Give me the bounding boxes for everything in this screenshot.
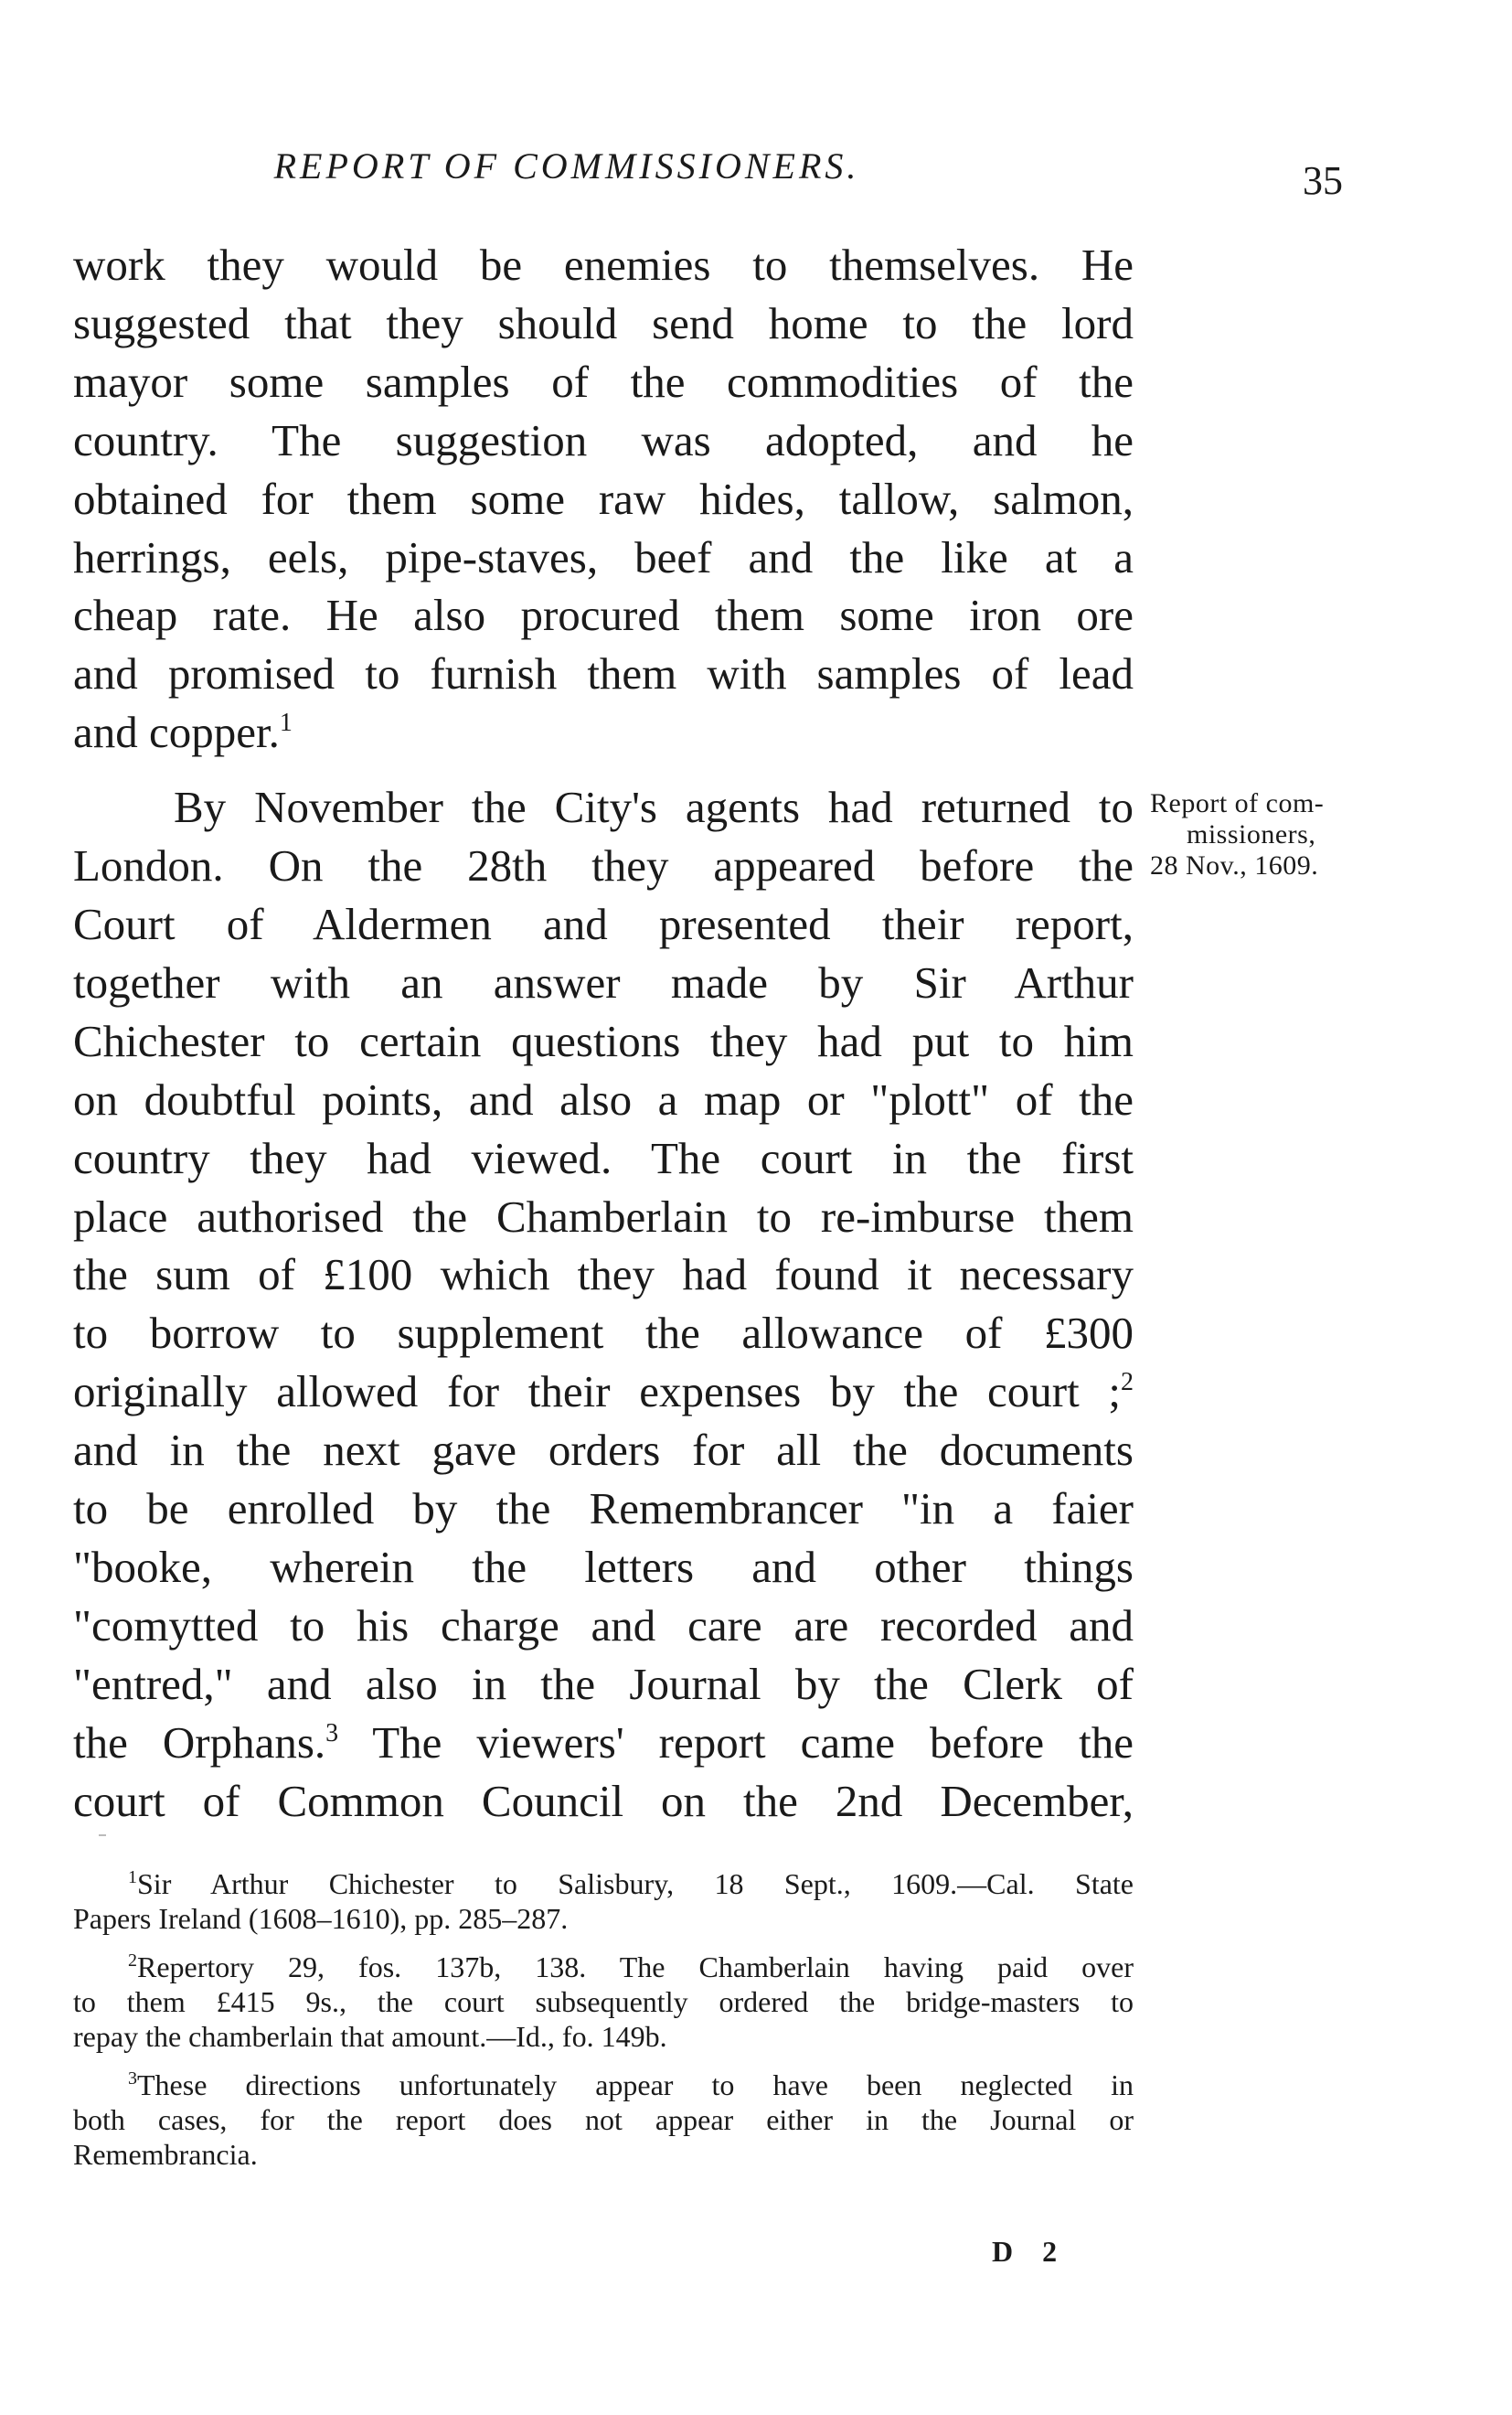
text-line: and in the next gave orders for all the documents <box>73 1425 1134 1476</box>
margin-note <box>1150 788 1379 882</box>
text-line: on doubtful points, and also a map or "plott" of the <box>73 1074 1134 1125</box>
text-line: country. The suggestion was adopted, and he <box>73 414 1134 465</box>
footnote-ref: 3 <box>325 1718 339 1747</box>
footnotes <box>73 1866 1134 2185</box>
footnote-line <box>73 1866 1134 1901</box>
text-line: court of Common Council on the 2nd December, <box>73 1775 1134 1826</box>
footnote-line <box>73 2068 1134 2102</box>
text-line: the sum of £100 which they had found it necessary <box>73 1249 1134 1300</box>
footnote-ref: 2 <box>1121 1368 1134 1397</box>
text-line: together with an answer made by Sir Arthur <box>73 956 1134 1008</box>
footnote-ref: 1 <box>279 709 293 738</box>
text-line: By November the City's agents had returned to <box>174 782 1134 833</box>
text-line: to borrow to supplement the allowance of £300 <box>73 1308 1134 1359</box>
footnote <box>73 1866 1134 1936</box>
text-fragment: The viewers' report came before the <box>338 1716 1134 1768</box>
text-fragment: and copper. <box>73 707 280 758</box>
text-fragment: the Orphans. <box>73 1716 326 1768</box>
text-line: work they would be enemies to themselves. He <box>73 240 1134 290</box>
text-line: and promised to furnish them with samples of lead <box>73 648 1134 700</box>
footnote-line <box>73 1950 1134 1984</box>
text-line: herrings, eels, pipe-staves, beef and the like at a <box>73 531 1134 582</box>
footnote-line: Papers Ireland (1608–1610), pp. 285–287. <box>73 1902 569 1935</box>
footnote <box>73 1950 1134 2054</box>
page-number: 35 <box>1303 158 1343 203</box>
margin-note-line: 28 Nov., 1609. <box>1150 850 1319 881</box>
text-line: "entred," and also in the Journal by the Clerk of <box>73 1658 1134 1709</box>
footnote-line: to them £415 9s., the court subsequently ordered the bridge-masters to <box>73 1985 1134 2018</box>
text-line: place authorised the Chamberlain to re-imburse them <box>73 1191 1134 1242</box>
text-line: cheap rate. He also procured them some iron ore <box>73 590 1134 641</box>
footnote-marker: 2 <box>128 1950 137 1971</box>
text-line: suggested that they should send home to the lord <box>73 297 1134 348</box>
text-line: Court of Aldermen and presented their report, <box>73 898 1134 949</box>
text-line: London. On the 28th they appeared before the <box>73 840 1134 892</box>
footnote-line: Remembrancia. <box>73 2138 258 2171</box>
text-line <box>73 1714 1134 1772</box>
running-title: REPORT OF COMMISSIONERS. <box>273 145 860 187</box>
text-line: mayor some samples of the commodities of the <box>73 356 1134 407</box>
text-line: Chichester to certain questions they had put to him <box>73 1015 1134 1066</box>
text-line <box>73 703 1134 762</box>
text-fragment: Repertory 29, fos. 137b, 138. The Chamberlain having paid over <box>137 1950 1134 1983</box>
margin-note-line: Report of com- <box>1150 788 1325 818</box>
body-text <box>73 236 1134 1830</box>
text-line: obtained for them some raw hides, tallow, salmon, <box>73 473 1134 524</box>
footnote-marker: 3 <box>128 2068 137 2089</box>
text-line: country they had viewed. The court in the first <box>73 1132 1134 1183</box>
paragraph-gap <box>73 762 1134 778</box>
signature-mark: D 2 <box>992 2235 1069 2268</box>
text-line: "booke, wherein the letters and other things <box>73 1541 1134 1592</box>
margin-note-line: missioners, <box>1187 819 1316 850</box>
text-fragment: Sir Arthur Chichester to Salisbury, 18 Sept., 1609.—Cal. State <box>137 1867 1134 1900</box>
footnote-rule <box>99 1834 106 1836</box>
text-line <box>73 1362 1134 1421</box>
text-fragment: originally allowed for their expenses by the court ; <box>73 1366 1121 1417</box>
footnote <box>73 2068 1134 2172</box>
footnote-line: both cases, for the report does not appear either in the Journal or <box>73 2103 1134 2136</box>
footnote-line: repay the chamberlain that amount.—Id., fo. 149b. <box>73 2020 667 2053</box>
text-fragment: These directions unfortunately appear to have been neglected in <box>137 2068 1134 2101</box>
footnote-marker: 1 <box>128 1867 137 1887</box>
text-line: to be enrolled by the Remembrancer "in a faier <box>73 1483 1134 1534</box>
text-line: "comytted to his charge and care are recorded and <box>73 1599 1134 1651</box>
